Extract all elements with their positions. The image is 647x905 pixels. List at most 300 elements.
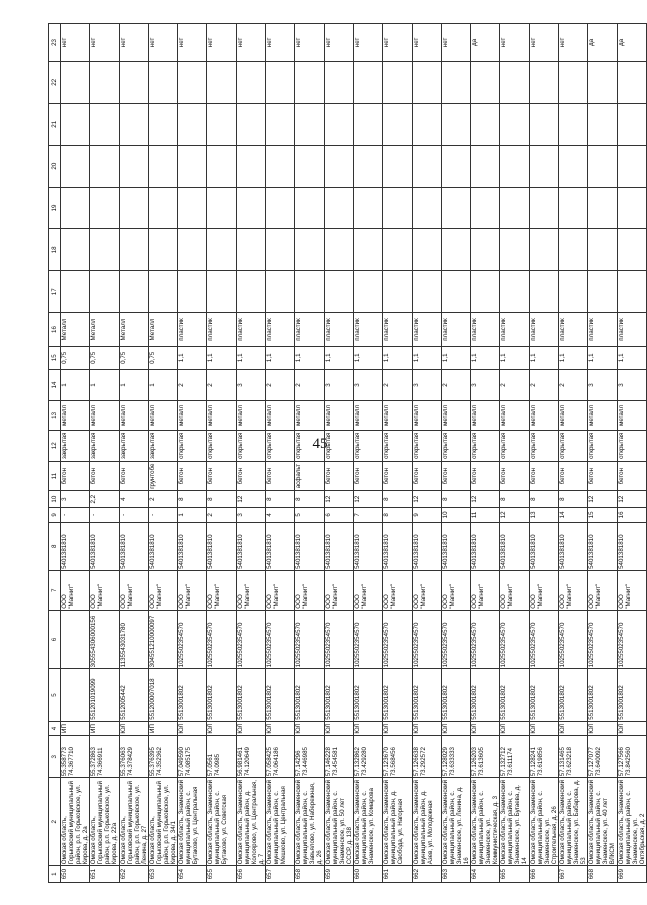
table-cell: 1,1 xyxy=(207,346,236,369)
table-cell: 8 xyxy=(559,491,588,508)
table-cell: 55.358773 74.367710 xyxy=(61,736,90,778)
table-cell: пластик xyxy=(471,313,500,347)
table-cell xyxy=(148,103,177,145)
table-cell xyxy=(529,187,558,229)
table-cell xyxy=(148,61,177,103)
table-cell: 2 xyxy=(295,369,324,400)
table-cell xyxy=(529,145,558,187)
table-cell: ЮЛ xyxy=(441,721,470,736)
table-cell: 57.14296 73.446985 xyxy=(295,736,324,778)
table-cell: 12 xyxy=(353,491,382,508)
table-cell: 1025502354570 xyxy=(471,610,500,669)
table-cell: 57.131465 73.623218 xyxy=(559,736,588,778)
table-cell: Омская область, Знаменский муниципальный район, с. Знаменское, ул. Коммунистическая, д. 3 xyxy=(471,778,500,866)
table-cell: 55.372863 74.366911 xyxy=(90,736,119,778)
table-cell xyxy=(412,61,441,103)
table-cell: бетон xyxy=(353,461,382,490)
table-cell: 12 xyxy=(471,491,500,508)
table-cell: пластик xyxy=(324,313,353,347)
table-cell: 1025502354570 xyxy=(383,610,412,669)
table-cell: 1025502354570 xyxy=(500,610,529,669)
page-number: 45 xyxy=(312,436,328,452)
table-cell: 1025502354570 xyxy=(207,610,236,669)
table-cell: 3 xyxy=(236,508,265,523)
table-cell: 1025502354570 xyxy=(559,610,588,669)
table-cell xyxy=(295,61,324,103)
table-cell: 2 xyxy=(529,369,558,400)
table-cell: Омская область, Знаменский муниципальный район, с. Знаменское, ул. Бабарова, д. 53 xyxy=(559,779,588,865)
table-cell xyxy=(471,145,500,187)
table-cell: пластик xyxy=(441,313,470,347)
table-cell: 8 xyxy=(383,508,412,523)
table-cell: нет xyxy=(529,24,558,62)
table-cell: ЮЛ xyxy=(295,721,324,736)
table-cell: 655 xyxy=(207,866,236,883)
table-cell xyxy=(61,229,90,271)
table-cell: ЮЛ xyxy=(588,721,617,736)
table-cell: 551200007018 xyxy=(148,669,177,721)
table-row xyxy=(61,24,90,883)
column-header: 3 xyxy=(49,736,61,778)
table-cell xyxy=(412,229,441,271)
table-cell: 5401381810 xyxy=(236,522,265,570)
table-cell: пластик xyxy=(588,313,617,347)
table-cell: открытая xyxy=(500,430,529,461)
table-cell xyxy=(207,229,236,271)
table-row xyxy=(588,24,617,883)
table-cell: 12 xyxy=(412,491,441,508)
table-cell xyxy=(617,61,646,103)
table-cell xyxy=(588,103,617,145)
table-cell: 663 xyxy=(441,866,470,883)
table-cell xyxy=(412,271,441,313)
table-cell: 650 xyxy=(61,866,90,883)
table-cell: бетон xyxy=(588,461,617,490)
column-header: 7 xyxy=(49,570,61,610)
table-cell: 1025502354570 xyxy=(441,610,470,669)
table-cell xyxy=(295,187,324,229)
table-cell: - xyxy=(90,508,119,523)
table-cell: 665 xyxy=(500,866,529,883)
table-cell: 57.126203 73.613605 xyxy=(471,736,500,778)
table-cell: 5513001802 xyxy=(441,669,470,721)
column-header: 1 xyxy=(49,866,61,883)
column-header: 11 xyxy=(49,461,61,490)
table-row xyxy=(324,24,353,883)
table-cell xyxy=(119,229,148,271)
table-cell: 5513001802 xyxy=(353,669,382,721)
table-cell: пластик xyxy=(207,313,236,347)
table-cell xyxy=(295,103,324,145)
table-cell: ООО "Магнит" xyxy=(119,570,148,610)
table-row xyxy=(148,24,177,883)
table-row xyxy=(119,24,148,883)
table-cell: 2 xyxy=(207,369,236,400)
table-cell: Омская область, Знаменский муниципальный район, с. Знаменское, ул. Октябрьская, д. 2 xyxy=(617,778,646,866)
table-cell: бетон xyxy=(617,461,646,490)
table-cell: 5401381810 xyxy=(324,522,353,570)
table-cell: 5513001802 xyxy=(295,669,324,721)
table-cell xyxy=(617,187,646,229)
table-cell: ООО "Магнит" xyxy=(500,570,529,610)
table-cell: Омская область, Знаменский муниципальный район, д. Колоярово, ул. Центральная, д. 7 xyxy=(236,778,265,866)
table-cell: открытая xyxy=(207,430,236,461)
table-cell: 8 xyxy=(529,491,558,508)
table-cell: 5513001802 xyxy=(178,669,207,721)
table-cell: 305554306000156 xyxy=(90,610,119,669)
table-cell: нет xyxy=(61,24,90,62)
column-header: 21 xyxy=(49,103,61,145)
table-row xyxy=(236,24,265,883)
table-cell: 659 xyxy=(324,866,353,883)
table-cell: 1 xyxy=(90,369,119,400)
table-cell xyxy=(500,103,529,145)
table-cell: 55.376395 74.352362 xyxy=(148,736,177,778)
table-row xyxy=(295,24,324,883)
table-cell: 1025502354570 xyxy=(617,610,646,669)
table-cell: открытая xyxy=(353,430,382,461)
table-cell: 11 xyxy=(471,508,500,523)
table-cell: нет xyxy=(324,24,353,62)
table-cell: пластик xyxy=(266,313,295,347)
table-cell: 1,1 xyxy=(500,346,529,369)
table-cell: ИП xyxy=(148,721,177,736)
table-cell: 1025502354570 xyxy=(178,610,207,669)
table-cell: 1,1 xyxy=(441,346,470,369)
table-cell xyxy=(412,103,441,145)
table-cell: 55.376063 74.378429 xyxy=(119,736,148,778)
table-cell xyxy=(617,145,646,187)
table-cell xyxy=(412,145,441,187)
column-header: 18 xyxy=(49,229,61,271)
table-cell: 3 xyxy=(412,369,441,400)
table-cell: Омская область, Знаменский муниципальный район, с. Знаменское, ул. 50 лет СССР, д. 138 xyxy=(324,778,353,866)
table-cell: ООО "Магнит" xyxy=(61,570,90,610)
table-cell: 1,1 xyxy=(559,346,588,369)
table-cell: нет xyxy=(266,24,295,62)
table-cell xyxy=(383,187,412,229)
table-cell: бетон xyxy=(324,461,353,490)
table-cell: пластик xyxy=(559,313,588,347)
table-cell: 5401381810 xyxy=(412,522,441,570)
column-header: 4 xyxy=(49,721,61,736)
table-cell: металл xyxy=(324,401,353,430)
table-cell: открытая xyxy=(412,430,441,461)
table-cell: металл xyxy=(412,401,441,430)
table-cell xyxy=(529,103,558,145)
table-cell: открытая xyxy=(588,430,617,461)
table-cell: бетон xyxy=(61,461,90,490)
table-cell: 9 xyxy=(412,508,441,523)
table-row xyxy=(617,24,646,883)
table-cell: ООО "Магнит" xyxy=(383,570,412,610)
table-cell xyxy=(441,229,470,271)
table-cell: Омская область, Знаменский муниципальный район, с. Знаменское, ул. Комарова xyxy=(353,778,382,866)
table-cell: 1,1 xyxy=(383,346,412,369)
table-cell: грунтобе xyxy=(148,461,177,490)
table-cell: 2 xyxy=(207,508,236,523)
table-cell: бетон xyxy=(236,461,265,490)
table-cell: открытая xyxy=(559,430,588,461)
table-cell xyxy=(295,145,324,187)
table-cell: 1,1 xyxy=(295,346,324,369)
table-cell: 5401381810 xyxy=(61,522,90,570)
table-cell xyxy=(61,61,90,103)
table-cell xyxy=(266,103,295,145)
table-cell: бетон xyxy=(471,461,500,490)
table-cell xyxy=(324,229,353,271)
table-cell xyxy=(266,187,295,229)
table-cell: 12 xyxy=(324,491,353,508)
table-cell xyxy=(119,61,148,103)
table-cell: да xyxy=(588,24,617,62)
table-cell: нет xyxy=(119,24,148,62)
table-cell: да xyxy=(617,24,646,62)
table-cell xyxy=(119,187,148,229)
table-cell: открытая xyxy=(295,430,324,461)
table-cell: 6 xyxy=(324,508,353,523)
table-cell: ЮЛ xyxy=(236,721,265,736)
table-cell: 5513001802 xyxy=(236,669,265,721)
table-cell xyxy=(236,61,265,103)
table-cell: 661 xyxy=(383,866,412,883)
table-cell: ЮЛ xyxy=(559,721,588,736)
table-cell: 8 xyxy=(500,491,529,508)
column-header: 23 xyxy=(49,24,61,62)
table-cell: 653 xyxy=(148,866,177,883)
table-cell: бетон xyxy=(178,461,207,490)
table-cell: ООО "Магнит" xyxy=(324,570,353,610)
table-cell: 660 xyxy=(353,866,382,883)
table-cell: металл xyxy=(148,401,177,430)
table-cell: 1,1 xyxy=(412,346,441,369)
table-cell xyxy=(207,103,236,145)
table-cell: бетон xyxy=(383,461,412,490)
table-cell: ООО "Магнит" xyxy=(148,570,177,610)
table-cell: 1 xyxy=(148,369,177,400)
table-cell xyxy=(236,229,265,271)
table-cell: 4 xyxy=(119,491,148,508)
table-cell: 2,2 xyxy=(90,491,119,508)
table-cell: 1,1 xyxy=(178,346,207,369)
table-cell: металл xyxy=(471,401,500,430)
table-cell: пластик xyxy=(529,313,558,347)
table-cell: закрытая xyxy=(148,430,177,461)
table-cell: пластик xyxy=(617,313,646,347)
table-cell xyxy=(353,103,382,145)
table-cell: Металл xyxy=(148,313,177,347)
table-cell: 5401381810 xyxy=(383,522,412,570)
table-cell: нет xyxy=(178,24,207,62)
table-cell: 1,1 xyxy=(266,346,295,369)
table-cell: 5401381810 xyxy=(119,522,148,570)
table-cell: - xyxy=(148,508,177,523)
table-cell: 1025502354570 xyxy=(266,610,295,669)
table-cell xyxy=(617,271,646,313)
table-cell: 14 xyxy=(559,508,588,523)
table-cell xyxy=(119,145,148,187)
table-cell xyxy=(529,271,558,313)
table-cell xyxy=(588,61,617,103)
table-cell: 664 xyxy=(471,866,500,883)
table-cell: 1025502354570 xyxy=(295,610,324,669)
table-cell: ООО "Магнит" xyxy=(441,570,470,610)
column-header: 14 xyxy=(49,369,61,400)
table-cell: ООО "Магнит" xyxy=(617,570,646,610)
table-cell xyxy=(178,229,207,271)
table-cell: ИП xyxy=(90,721,119,736)
table-cell: ЮЛ xyxy=(529,721,558,736)
table-cell xyxy=(90,145,119,187)
table-cell xyxy=(471,103,500,145)
table-cell: Омская область, Знаменский муниципальный район, с. Бутаково, ул. Советская xyxy=(207,778,236,866)
table-cell: 0,75 xyxy=(148,346,177,369)
table-cell: металл xyxy=(559,401,588,430)
table-row xyxy=(178,24,207,883)
table-cell: открытая xyxy=(266,430,295,461)
table-cell: нет xyxy=(383,24,412,62)
table-cell: закрытая xyxy=(90,430,119,461)
table-cell xyxy=(90,187,119,229)
table-cell: 5513001802 xyxy=(500,669,529,721)
table-cell: металл xyxy=(236,401,265,430)
table-cell: 658 xyxy=(295,866,324,883)
column-header: 10 xyxy=(49,491,61,508)
header-row xyxy=(49,24,61,883)
table-cell: 0,75 xyxy=(90,346,119,369)
table-cell xyxy=(353,61,382,103)
table-cell: 57.132862 73.429280 xyxy=(353,736,382,778)
table-cell: 2 xyxy=(441,369,470,400)
table-cell: металл xyxy=(588,401,617,430)
table-cell: 1,1 xyxy=(617,346,646,369)
table-cell: нет xyxy=(207,24,236,62)
table-cell xyxy=(353,145,382,187)
table-cell: пластик xyxy=(178,313,207,347)
table-cell: металл xyxy=(295,401,324,430)
table-cell: 662 xyxy=(412,866,441,883)
column-header: 15 xyxy=(49,346,61,369)
table-cell: 5401381810 xyxy=(500,522,529,570)
table-cell: 669 xyxy=(617,866,646,883)
table-cell xyxy=(441,187,470,229)
table-cell xyxy=(61,669,90,721)
table-cell xyxy=(471,229,500,271)
table-row xyxy=(471,24,500,883)
column-header: 9 xyxy=(49,508,61,523)
table-cell: Омская область, Горьковский муниципальный район, р.п. Горьковское, ул. Кирова, д. 2а xyxy=(61,778,90,866)
table-cell: 5401381810 xyxy=(178,522,207,570)
table-cell xyxy=(588,229,617,271)
table-cell: 5513001802 xyxy=(412,669,441,721)
table-cell xyxy=(471,187,500,229)
table-cell: открытая xyxy=(617,430,646,461)
table-cell: 2 xyxy=(178,369,207,400)
table-cell: 1 xyxy=(119,369,148,400)
table-cell: Омская область, Знаменский муниципальный район, с. Знаменское, ул. 40 лет ВЛКСМ xyxy=(588,778,617,866)
table-cell xyxy=(207,187,236,229)
table-row xyxy=(383,24,412,883)
table-cell: бетон xyxy=(266,461,295,490)
table-cell xyxy=(559,103,588,145)
table-cell: 8 xyxy=(207,491,236,508)
table-cell: бетон xyxy=(500,461,529,490)
column-header: 19 xyxy=(49,187,61,229)
table-cell: Омская область, Знаменский муниципальный район, с. Завьялово, ул. Набережная, д. 26 xyxy=(295,778,324,866)
table-cell xyxy=(61,610,90,669)
table-cell xyxy=(383,103,412,145)
table-cell xyxy=(441,145,470,187)
table-cell: 5513001802 xyxy=(559,669,588,721)
table-cell xyxy=(441,61,470,103)
table-cell xyxy=(119,271,148,313)
table-cell: закрытая xyxy=(119,430,148,461)
table-cell: 5513001802 xyxy=(266,669,295,721)
table-cell: - xyxy=(61,508,90,523)
table-cell: 3 xyxy=(61,491,90,508)
table-cell: асфальт xyxy=(295,461,324,490)
table-cell xyxy=(617,103,646,145)
table-cell xyxy=(178,271,207,313)
table-cell: 5513001802 xyxy=(383,669,412,721)
table-cell xyxy=(500,145,529,187)
table-cell: 3 xyxy=(471,369,500,400)
table-cell: 1025502354570 xyxy=(529,610,558,669)
table-cell: ООО "Магнит" xyxy=(588,570,617,610)
table-cell xyxy=(90,229,119,271)
table-cell xyxy=(383,61,412,103)
table-cell xyxy=(383,271,412,313)
table-cell xyxy=(588,145,617,187)
table-cell: да xyxy=(471,24,500,62)
table-cell xyxy=(61,271,90,313)
table-cell: 3 xyxy=(353,369,382,400)
table-cell: ЮЛ xyxy=(207,721,236,736)
table-cell: 57.132712 73.611174 xyxy=(500,736,529,778)
table-cell: 5401381810 xyxy=(353,522,382,570)
table-cell: нет xyxy=(441,24,470,62)
table-cell: ООО "Магнит" xyxy=(529,570,558,610)
table-cell: 1025502354570 xyxy=(236,610,265,669)
table-cell: 1,1 xyxy=(471,346,500,369)
table-cell: 10 xyxy=(441,508,470,523)
table-cell: нет xyxy=(500,24,529,62)
table-cell: 5401381810 xyxy=(295,522,324,570)
table-cell xyxy=(559,229,588,271)
table-cell: 5513001802 xyxy=(617,669,646,721)
table-cell xyxy=(324,187,353,229)
table-cell: 5513001802 xyxy=(207,669,236,721)
table-cell: ООО "Магнит" xyxy=(207,570,236,610)
table-cell: Омская область, Знаменский муниципальный район, д. Свобода, ул. Нагорная xyxy=(383,778,412,866)
table-cell: 13 xyxy=(529,508,558,523)
table-cell: 1,1 xyxy=(324,346,353,369)
table-cell: закрытая xyxy=(61,430,90,461)
table-cell xyxy=(266,145,295,187)
table-cell: 1025502354570 xyxy=(324,610,353,669)
table-cell: ООО "Магнит" xyxy=(178,570,207,610)
table-cell xyxy=(90,103,119,145)
table-cell xyxy=(529,61,558,103)
column-header: 6 xyxy=(49,610,61,669)
table-cell: пластик xyxy=(236,313,265,347)
table-cell: 5401381810 xyxy=(588,522,617,570)
table-cell: Омская область, Знаменский муниципальный район, с. Знаменское, ул. Бугаева, д. 14 xyxy=(500,778,529,866)
table-cell: ООО "Магнит" xyxy=(471,570,500,610)
table-cell: 8 xyxy=(266,491,295,508)
table-cell: 5513001802 xyxy=(471,669,500,721)
table-cell: ООО "Магнит" xyxy=(266,570,295,610)
